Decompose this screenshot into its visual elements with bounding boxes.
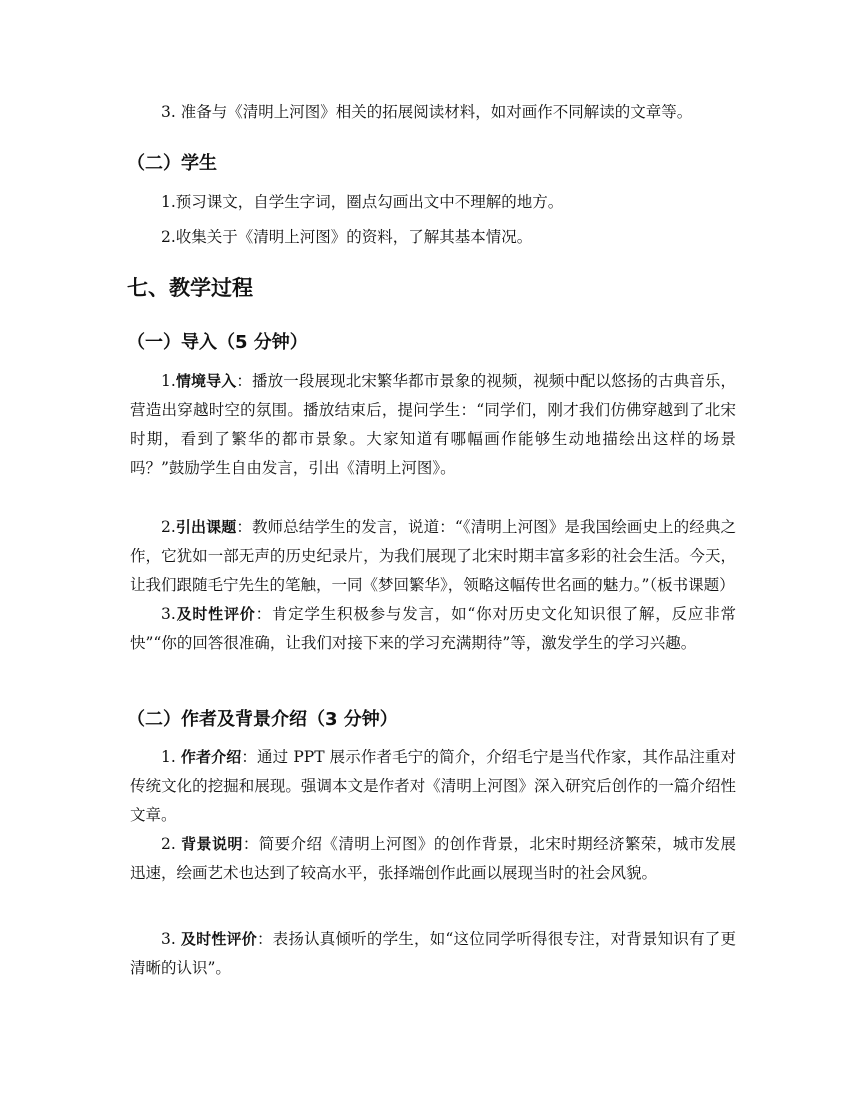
author-text-2: ：简要介绍《清明上河图》的创作背景，北宋时期经济繁荣，城市发展迅速，绘画艺术也达到了较高水平，张择端创作此画以展现当时的社会风貌。 bbox=[130, 835, 736, 882]
author-num-2: 2. bbox=[161, 835, 182, 853]
section-heading-intro: （一）导入（5 分钟） bbox=[127, 332, 308, 353]
student-prep-text-1: 1.预习课文，自学生字词，圈点勾画出文中不理解的地方。 bbox=[161, 193, 564, 211]
intro-label-2: 引出课题 bbox=[175, 518, 237, 536]
intro-paragraph-1 bbox=[130, 367, 736, 483]
section-heading-author-bg: （二）作者及背景介绍（3 分钟） bbox=[127, 709, 398, 730]
author-label-1: 作者介绍 bbox=[180, 748, 242, 766]
author-paragraph-3 bbox=[130, 925, 736, 983]
author-text-1: ：通过 PPT 展示作者毛宁的简介，介绍毛宁是当代作家，其作品注重对传统文化的挖掘和展现。强调本文是作者对《清明上河图》深入研究后创作的一篇介绍性文章。 bbox=[130, 748, 736, 824]
intro-label-1: 情境导入 bbox=[175, 372, 237, 390]
intro-paragraph-3 bbox=[130, 600, 736, 658]
intro-paragraph-2 bbox=[130, 513, 736, 600]
author-paragraph-2 bbox=[130, 830, 736, 888]
author-paragraph-1 bbox=[130, 743, 736, 830]
intro-text-2: ：教师总结学生的发言，说道：“《清明上河图》是我国绘画史上的经典之作，它犹如一部无声的历史纪录片，为我们展现了北宋时期丰富多彩的社会生活。今天，让我们跟随毛宁先生的笔触，一同《梦回繁华》，领略这幅传世名画的魅力。”（板书课题） bbox=[130, 518, 736, 594]
student-prep-paragraph-2 bbox=[130, 223, 736, 252]
author-label-3: 及时性评价 bbox=[180, 930, 257, 948]
author-num-3: 3. bbox=[161, 930, 181, 948]
intro-label-3: 及时性评价 bbox=[175, 605, 256, 623]
material-paragraph bbox=[130, 98, 736, 127]
intro-text-1: ：播放一段展现北宋繁华都市景象的视频，视频中配以悠扬的古典音乐，营造出穿越时空的氛围。播放结束后，提问学生：“同学们，刚才我们仿佛穿越到了北宋时期，看到了繁华的都市景象。大家知道有哪幅画作能够生动地描绘出这样的场景吗？”鼓励学生自由发言，引出《清明上河图》。 bbox=[130, 372, 736, 477]
student-prep-paragraph-1 bbox=[130, 188, 736, 217]
intro-num-2: 2. bbox=[161, 518, 176, 536]
author-num-1: 1. bbox=[161, 748, 181, 766]
intro-num-1: 1. bbox=[161, 372, 176, 390]
author-label-2: 背景说明 bbox=[181, 835, 243, 853]
author-text-3: ：表扬认真倾听的学生，如“这位同学听得很专注，对背景知识有了更清晰的认识”。 bbox=[130, 930, 736, 977]
student-prep-text-2: 2.收集关于《清明上河图》的资料，了解其基本情况。 bbox=[161, 228, 533, 246]
intro-num-3: 3. bbox=[161, 605, 176, 623]
material-text: 3. 准备与《清明上河图》相关的拓展阅读材料，如对画作不同解读的文章等。 bbox=[161, 103, 693, 121]
section-heading-students: （二）学生 bbox=[127, 153, 217, 174]
intro-text-3: ：肯定学生积极参与发言，如“你对历史文化知识很了解，反应非常快”“你的回答很准确，让我们对接下来的学习充满期待”等，激发学生的学习兴趣。 bbox=[130, 605, 736, 652]
chapter-heading-process: 七、教学过程 bbox=[127, 276, 253, 300]
